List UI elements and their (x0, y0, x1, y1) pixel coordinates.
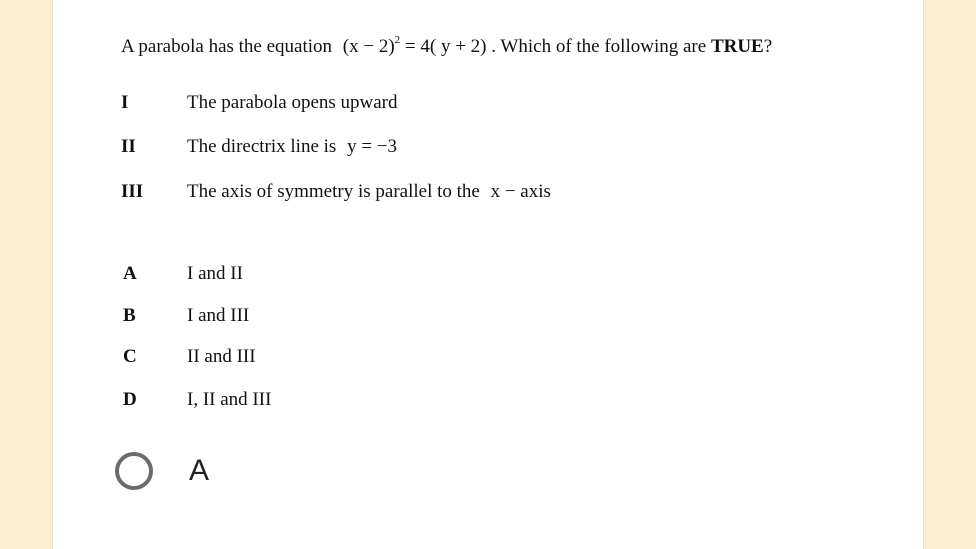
option-text: II and III (187, 346, 256, 367)
radio-button[interactable] (115, 452, 153, 490)
answer-choice[interactable] (115, 452, 209, 490)
statement-number: II (121, 136, 136, 157)
right-margin (924, 0, 976, 549)
option-c (121, 346, 256, 368)
option-b (121, 305, 249, 327)
statement-math: y = −3 (347, 136, 397, 157)
option-d (121, 389, 271, 411)
statement-text: The axis of symmetry is parallel to the (187, 181, 485, 202)
option-text: I, II and III (187, 389, 272, 410)
equation-right: = 4( y + 2) (400, 36, 487, 57)
question-text (121, 36, 772, 58)
statement-text: The directrix line is (187, 136, 342, 157)
question-equation (343, 36, 491, 57)
statement-1 (121, 92, 398, 114)
equation-exponent: 2 (394, 34, 401, 46)
question-intro: A parabola has the equation (121, 36, 333, 57)
statement-2 (121, 136, 397, 158)
option-letter: B (123, 305, 136, 326)
question-mark: ? (763, 36, 773, 57)
statement-3 (121, 181, 551, 203)
question-card (52, 0, 924, 549)
statement-number: III (121, 181, 144, 202)
equation-left: (x − 2) (342, 36, 395, 57)
answer-label[interactable]: A (189, 454, 210, 487)
option-text: I and II (187, 263, 243, 284)
option-letter: A (123, 263, 137, 284)
left-margin (0, 0, 52, 549)
question-tail: . Which of the following are (491, 36, 711, 57)
statement-math: x − axis (490, 181, 551, 202)
statement-text: The parabola opens upward (187, 92, 398, 113)
statement-number: I (121, 92, 129, 113)
question-emphasis: TRUE (710, 36, 764, 57)
option-text: I and III (187, 305, 250, 326)
option-letter: D (123, 389, 137, 410)
option-a (121, 263, 243, 285)
option-letter: C (123, 346, 137, 367)
